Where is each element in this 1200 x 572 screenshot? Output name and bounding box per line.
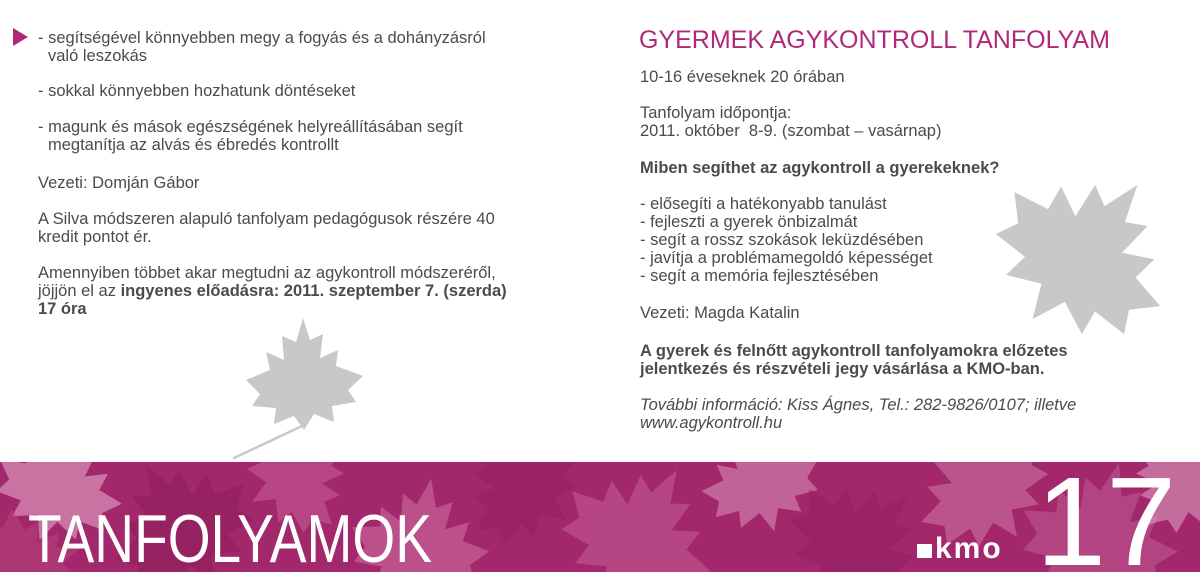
age-group (640, 68, 845, 86)
leader-line: Vezeti: Magda Katalin (640, 304, 800, 322)
page-number: 17 (1036, 462, 1177, 572)
band-leaf (534, 462, 746, 572)
leader-line: Vezeti: Domján Gábor (38, 174, 200, 192)
benefit-item (38, 29, 486, 65)
leaf-blade (975, 150, 1195, 355)
benefits-question (640, 159, 999, 177)
invite-text: jöjjön el az (38, 282, 121, 300)
list-item: - fejleszti a gyerek önbizalmát (640, 213, 858, 231)
list-item: - segít a memória fejlesztésében (640, 267, 879, 285)
invite-line: Amennyiben többet akar megtudni az agykontroll módszeréről, (38, 264, 496, 282)
invite-highlight: ingyenes előadásra: 2011. szeptember 7. (szerda) (120, 282, 507, 300)
list-item: - segít a rossz szokások leküzdésében (640, 231, 924, 249)
benefit-item (38, 82, 355, 100)
contact-info (640, 396, 1076, 432)
child-benefits-list (640, 195, 933, 285)
course-title: GYERMEK AGYKONTROLL TANFOLYAM (639, 26, 1110, 54)
course-date (640, 104, 941, 140)
notice-line: A gyerek és felnőtt agykontroll tanfolyamokra előzetes (640, 342, 1068, 360)
leaf-stem (234, 426, 302, 458)
credit-line: kredit pontot ér. (38, 228, 152, 246)
credit-line: A Silva módszeren alapuló tanfolyam pedagógusok részére 40 (38, 210, 495, 228)
date-value: 2011. október 8-9. (szombat – vasárnap) (640, 122, 942, 140)
benefit-line: - sokkal könnyebben hozhatunk döntéseket (38, 82, 356, 100)
question-heading: Miben segíthet az agykontroll a gyerekeknek? (640, 159, 1000, 177)
course-leader (38, 174, 199, 192)
footer-band (0, 462, 1200, 572)
list-item: - elősegíti a hatékonyabb tanulást (640, 195, 887, 213)
course-leader (640, 304, 800, 322)
leaf-blade (246, 318, 363, 430)
section-marker-triangle (13, 28, 28, 46)
credit-note (38, 210, 495, 246)
website-text: www.agykontroll.hu (640, 414, 783, 432)
section-title: TANFOLYAMOK (28, 501, 432, 572)
invite-line (38, 282, 507, 300)
benefit-line-continued: megtanítja az alvás és ébredés kontrollt (48, 136, 339, 154)
date-label: Tanfolyam időpontja: (640, 104, 792, 122)
brand-logo-square (917, 544, 932, 558)
maple-leaf-right (975, 150, 1195, 355)
benefit-line-continued: való leszokás (48, 47, 148, 65)
benefit-line: - segítségével könnyebben megy a fogyás és a dohányzásról (38, 29, 486, 47)
notice-line: jelentkezés és részvételi jegy vásárlása a KMO-ban. (640, 360, 1045, 378)
contact-line: További információ: Kiss Ágnes, Tel.: 282-9826/0107; illetve (640, 396, 1077, 414)
maple-leaf-left (220, 310, 380, 462)
benefit-item (38, 118, 463, 154)
age-line: 10-16 éveseknek 20 órában (640, 68, 845, 86)
invite-time: 17 óra (38, 300, 87, 318)
list-item: - javítja a problémamegoldó képességet (640, 249, 933, 267)
brand-logo-text: kmo (935, 532, 1003, 565)
benefit-line: - magunk és mások egészségének helyreállításában segít (38, 118, 463, 136)
